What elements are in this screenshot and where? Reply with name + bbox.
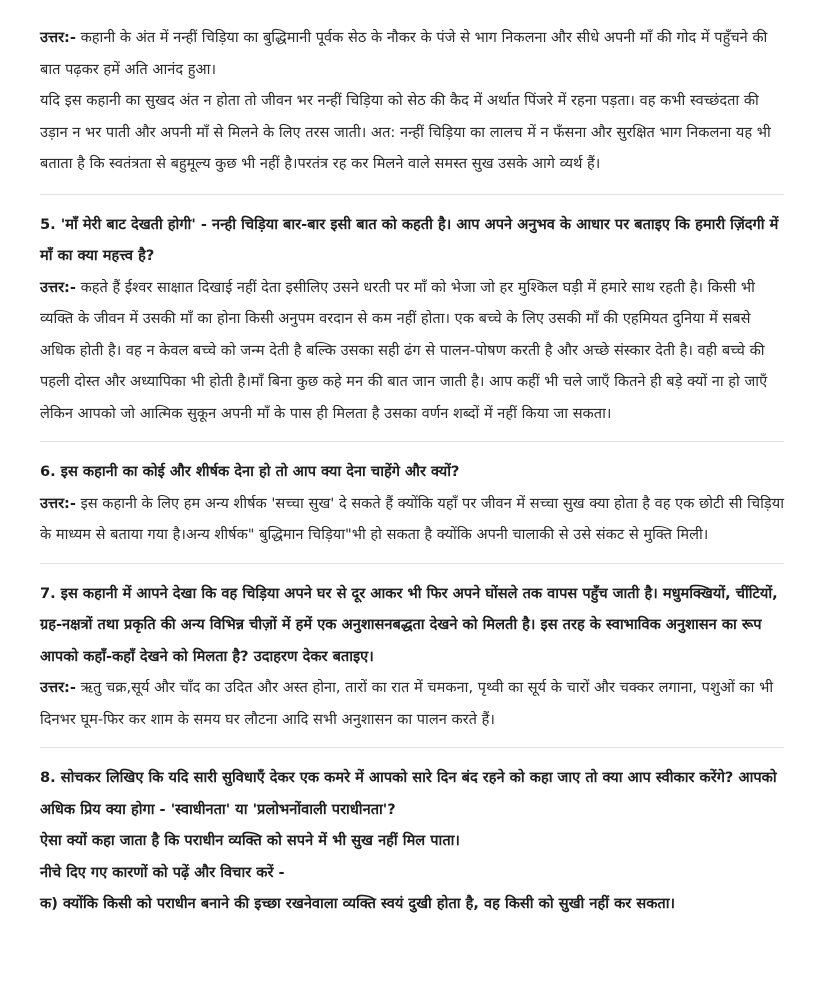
answer-label: उत्तर:- (40, 29, 76, 46)
section-divider (40, 441, 784, 442)
question-6-heading: 6. इस कहानी का कोई और शीर्षक देना हो तो आप क्या देना चाहेंगे और क्यों? (40, 463, 460, 480)
question-5-block (40, 209, 784, 430)
intro-answer-block (40, 22, 784, 188)
section-divider (40, 563, 784, 564)
intro-paragraph-2: यदि इस कहानी का सुखद अंत न होता तो जीवन भर नन्हीं चिड़िया को सेठ की कैद में अर्थात पिंजरे में रहना पड़ता। वह कभी स्वच्छंदता की उड़ान न भर पाती और अपनी माँ से मिलने के लिए तरस जाती। अत: नन्हीं चिड़िया का लालच में न फँसना और सुरक्षित भाग निकलना यह भी बताता है कि स्वतंत्रता से बहुमूल्य कुछ भी नहीं है।परतंत्र रह कर मिलने वाले समस्त सुख उसके आगे व्यर्थ हैं। (40, 92, 771, 172)
answer-text: इस कहानी के लिए हम अन्य शीर्षक 'सच्चा सुख' दे सकते हैं क्योंकि यहाँ पर जीवन में सच्चा सुख क्या होता है वह एक छोटी सी चिड़िया के माध्यम से बताया गया है।अन्य शीर्षक" बुद्धिमान चिड़िया"भी हो सकता है क्योंकि अपनी चालाकी से उसे संकट से मुक्ति मिली। (40, 494, 784, 543)
question-8-line-3: नीचे दिए गए कारणों को पढ़ें और विचार करें - (40, 863, 285, 881)
section-divider (40, 747, 784, 748)
question-8-option-a: क) क्योंकि किसी को पराधीन बनाने की इच्छा रखनेवाला व्यक्ति स्वयं दुखी होता है, वह किसी को सुखी नहीं कर सकता। (40, 895, 676, 912)
question-7-heading: 7. इस कहानी में आपने देखा कि वह चिड़िया अपने घर से दूर आकर भी फिर अपने घोंसले तक वापस पहुँच जाती है। मधुमक्खियों, चींटियों, ग्रह-नक्षत्रों तथा प्रकृति की अन्य विभिन्न चीज़ों में हमें एक अनुशासनबद्धता देखने को मिलती है। इस तरह के स्वाभाविक अनुशासन का रूप आपको कहाँ-कहाँ देखने को मिलता है? उदाहरण देकर बताइए। (40, 584, 778, 665)
question-7-block (40, 578, 784, 736)
answer-label: उत्तर:- (40, 679, 76, 696)
question-5-heading: 5. 'माँ मेरी बाट देखती होगी' - नन्ही चिड़िया बार-बार इसी बात को कहती है। आप अपने अनुभव के आधार पर बताइए कि हमारी ज़िंदगी में माँ का क्या महत्त्व है? (40, 215, 779, 264)
answer-label: उत्तर:- (40, 494, 76, 512)
question-5-answer (40, 272, 784, 430)
answer-label: उत्तर:- (40, 278, 76, 296)
section-divider (40, 194, 784, 195)
answer-text: ऋतु चक्र,सूर्य और चाँद का उदित और अस्त होना, तारों का रात में चमकना, पृथ्वी का सूर्य के चारों और चक्कर लगाना, पशुओं का भी दिनभर घूम-फिर कर शाम के समय घर लौटना आदि सभी अनुशासन का पालन करते हैं। (40, 679, 774, 728)
answer-text: कहानी के अंत में नन्हीं चिड़िया का बुद्धिमानी पूर्वक सेठ के नौकर के पंजे से भाग निकलना और सीधे अपनी माँ की गोद में पहुँचने की बात पढ़कर हमें अति आनंद हुआ। (40, 29, 768, 78)
question-8-line-2: ऐसा क्यों कहा जाता है कि पराधीन व्यक्ति को सपने में भी सुख नहीं मिल पाता। (40, 832, 460, 849)
question-7-answer (40, 672, 784, 735)
question-6-answer (40, 488, 784, 551)
question-6-block (40, 456, 784, 551)
intro-answer-paragraph (40, 22, 784, 85)
question-8-block (40, 762, 784, 920)
answer-text: कहते हैं ईश्वर साक्षात दिखाई नहीं देता इसीलिए उसने धरती पर माँ को भेजा जो हर मुश्किल घड़ी में हमारे साथ रहती है। किसी भी व्यक्ति के जीवन में उसकी माँ का होना किसी अनुपम वरदान से कम नहीं होता। एक बच्चे के लिए उसकी माँ की एहमियत दुनिया में सबसे अधिक होती है। वह न केवल बच्चे को जन्म देती है बल्कि उसका सही ढंग से पालन-पोषण करती है और अच्छे संस्कार देती है। वही बच्चे की पहली दोस्त और अध्यापिका भी होती है।माँ बिना कुछ कहे मन की बात जान जाती है। आप कहीं भी चले जाएँ कितने ही बड़े क्यों ना हो जाएँ लेकिन आपको जो आत्मिक सुकून अपनी माँ के पास ही मिलता है उसका वर्णन शब्दों में नहीं किया जा सकता। (40, 278, 768, 422)
question-8-heading: 8. सोचकर लिखिए कि यदि सारी सुविधाएँ देकर एक कमरे में आपको सारे दिन बंद रहने को कहा जाए तो क्या आप स्वीकार करेंगे? आपको अधिक प्रिय क्या होगा - 'स्वाधीनता' या 'प्रलोभनोंवाली पराधीनता'? (40, 769, 777, 818)
